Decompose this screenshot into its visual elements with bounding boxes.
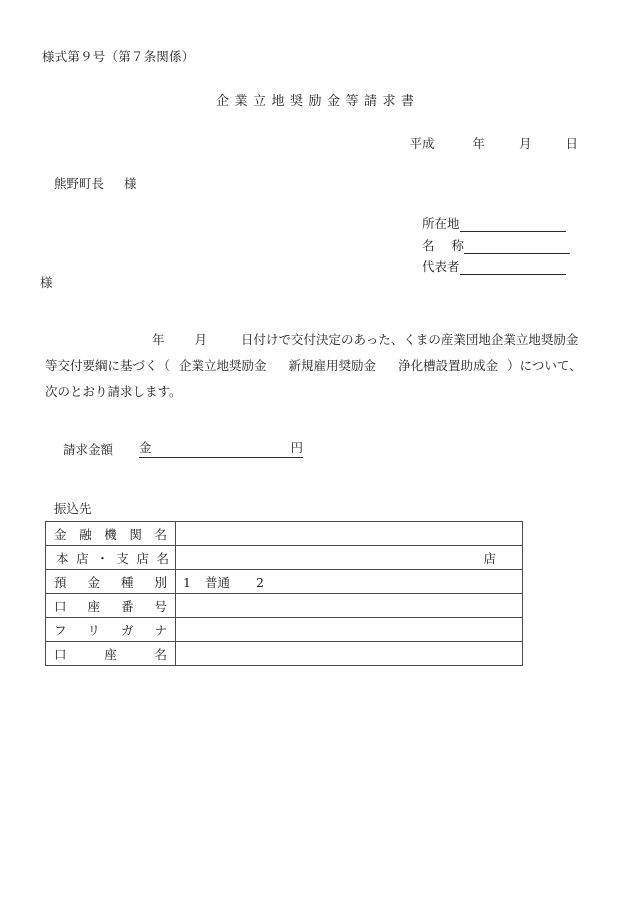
applicant-representative-field xyxy=(422,257,570,275)
era-label: 平成 xyxy=(409,136,435,151)
deposit-option-1-number: 1 xyxy=(183,574,191,590)
year-unit: 年 xyxy=(472,136,486,151)
table-row xyxy=(46,546,523,570)
table-row xyxy=(46,570,523,594)
table-row xyxy=(46,522,523,546)
body-paragraph xyxy=(45,327,590,405)
bank-details-table xyxy=(45,521,523,666)
body-year-unit: 年 xyxy=(152,332,165,347)
applicant-address-label: 所在地 xyxy=(422,216,460,231)
applicant-address-field xyxy=(422,214,570,232)
row-label-account-name xyxy=(46,642,176,666)
addressee-honorific: 様 xyxy=(123,176,137,191)
applicant-name-label: 名 称 xyxy=(422,237,464,253)
input-account-kana[interactable] xyxy=(176,618,523,642)
body-line1-rest: 日付けで交付決定のあった、くまの産業団地企業立地奨励金等交付要綱に xyxy=(45,332,579,373)
body-line2-suffix: ）について、次のとおり請 xyxy=(45,358,582,399)
body-line2-prefix: 基づく（ xyxy=(120,358,171,373)
table-row xyxy=(46,642,523,666)
applicant-representative-label: 代表者 xyxy=(422,259,460,274)
claim-amount-row xyxy=(63,438,303,458)
table-row xyxy=(46,594,523,618)
applicant-name-field xyxy=(422,236,570,254)
row-label-deposit-type xyxy=(46,570,176,594)
branch-suffix-label: 店 xyxy=(483,550,496,566)
branch-name-label: 本 店 ・ 支 店 名 xyxy=(56,550,169,566)
claim-amount-label: 請求金額 xyxy=(63,442,114,457)
account-kana-label: フ リ ガ ナ xyxy=(54,622,167,638)
date-line xyxy=(410,134,578,152)
input-account-number[interactable] xyxy=(176,594,523,618)
addressee-name: 熊野町長 xyxy=(54,176,105,191)
input-account-name[interactable] xyxy=(176,642,523,666)
input-deposit-type[interactable] xyxy=(176,570,523,594)
body-line3: 求します。 xyxy=(120,384,182,399)
left-margin-honorific: 様 xyxy=(40,275,53,290)
subsidy-option-2[interactable]: 新規雇用奨励金 xyxy=(288,358,377,373)
row-label-account-kana xyxy=(46,618,176,642)
bank-section-heading: 振込先 xyxy=(54,501,92,516)
account-name-label: 口 座 名 xyxy=(54,646,167,662)
document-title: 企業立地奨励金等請求書 xyxy=(215,94,420,109)
deposit-type-label: 預 金 種 別 xyxy=(54,574,167,590)
subsidy-option-1[interactable]: 企業立地奨励金 xyxy=(179,358,267,373)
form-number: 様式第９号（第７条関係） xyxy=(42,49,195,64)
row-label-branch-name xyxy=(46,546,176,570)
day-unit: 日 xyxy=(565,136,578,151)
currency-prefix: 金 xyxy=(139,440,152,455)
deposit-option-2-number[interactable]: 2 xyxy=(255,574,264,590)
row-label-account-number xyxy=(46,594,176,618)
applicant-address-input[interactable] xyxy=(460,217,566,232)
month-unit: 月 xyxy=(519,136,532,151)
input-institution-name[interactable] xyxy=(176,522,523,546)
claim-amount-input[interactable] xyxy=(139,438,303,458)
deposit-option-1-label[interactable]: 普通 xyxy=(204,574,230,590)
currency-suffix: 円 xyxy=(290,440,304,455)
applicant-block xyxy=(422,214,570,279)
addressee-line xyxy=(54,174,137,192)
applicant-name-input[interactable] xyxy=(464,239,570,254)
table-row xyxy=(46,618,523,642)
input-branch-name[interactable] xyxy=(176,546,523,570)
subsidy-option-3[interactable]: 浄化槽設置助成金 xyxy=(398,358,499,373)
row-label-institution-name xyxy=(46,522,176,546)
account-number-label: 口 座 番 号 xyxy=(54,598,167,614)
institution-name-label: 金 融 機 関 名 xyxy=(54,526,167,542)
applicant-representative-input[interactable] xyxy=(460,260,566,275)
body-month-unit: 月 xyxy=(194,332,208,347)
